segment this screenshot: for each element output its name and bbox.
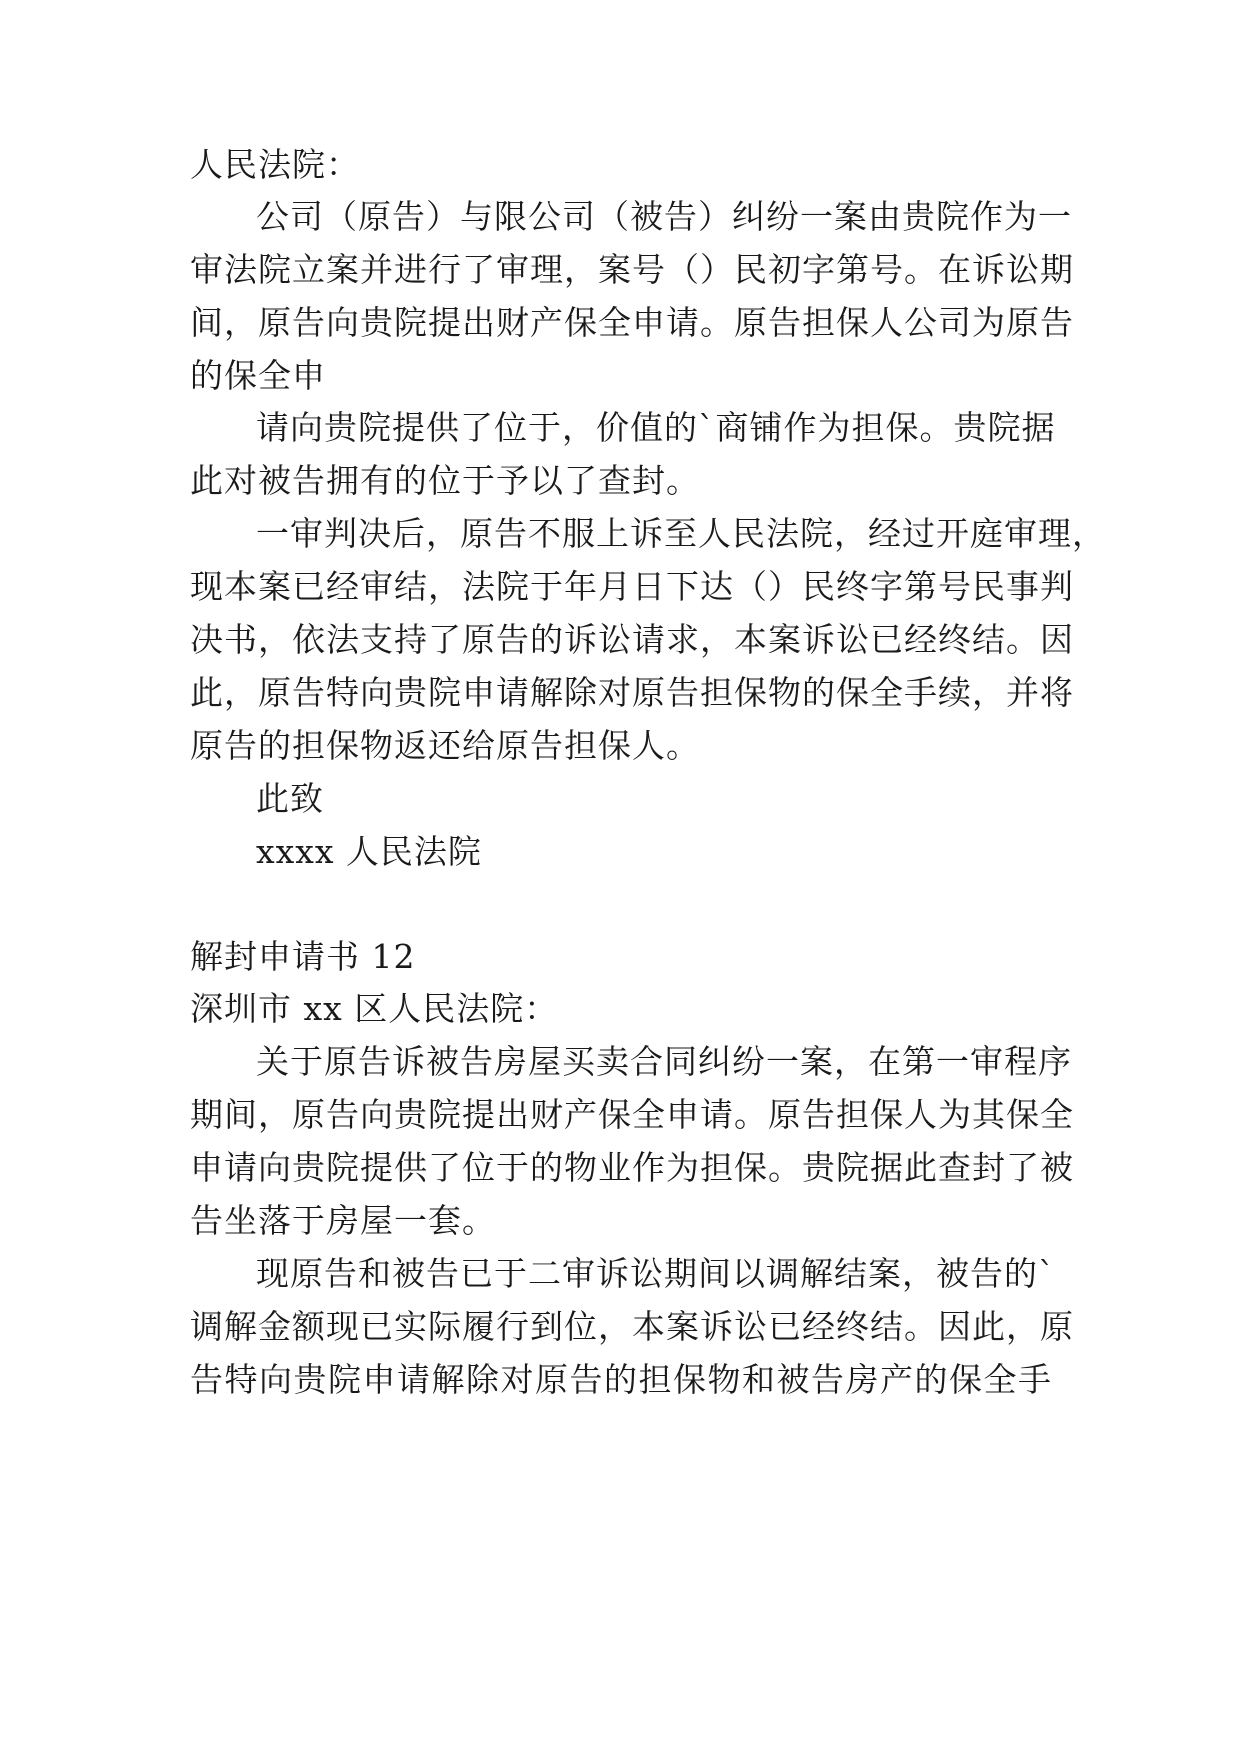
- letter1-p2-line2: 此对被告拥有的位于予以了查封。: [190, 461, 700, 500]
- letter1-p3-line4: 此，原告特向贵院申请解除对原告担保物的保全手续，并将: [190, 673, 1074, 712]
- letter1-p3-line3: 决书，依法支持了原告的诉讼请求，本案诉讼已经终结。因: [190, 620, 1074, 659]
- letter2-p2-line2: 调解金额现已实际履行到位，本案诉讼已经终结。因此，原: [190, 1307, 1074, 1346]
- letter1-court: xxxx 人民法院: [256, 832, 482, 871]
- letter2-p1-line4: 告坐落于房屋一套。: [190, 1201, 496, 1240]
- letter1-p3-line2: 现本案已经审结，法院于年月日下达（）民终字第号民事判: [190, 567, 1074, 606]
- letter1-p1-line1: 公司（原告）与限公司（被告）纠纷一案由贵院作为一: [256, 197, 1072, 236]
- letter2-title: 解封申请书 12: [190, 937, 416, 976]
- letter1-p1-line3: 间，原告向贵院提出财产保全申请。原告担保人公司为原告: [190, 303, 1074, 342]
- letter1-closing: 此致: [256, 779, 324, 818]
- letter2-p2-line1: 现原告和被告已于二审诉讼期间以调解结案，被告的`: [256, 1254, 1056, 1293]
- letter1-p2-line1: 请向贵院提供了位于，价值的`商铺作为担保。贵院据: [256, 408, 1056, 447]
- letter1-p3-line5: 原告的担保物返还给原告担保人。: [190, 726, 700, 765]
- letter1-p1-line2: 审法院立案并进行了审理，案号（）民初字第号。在诉讼期: [190, 250, 1074, 289]
- letter2-p1-line2: 期间，原告向贵院提出财产保全申请。原告担保人为其保全: [190, 1095, 1074, 1134]
- letter1-addressee: 人民法院：: [190, 145, 360, 184]
- letter1-p1-line4: 的保全申: [190, 356, 326, 395]
- letter2-p2-line3: 告特向贵院申请解除对原告的担保物和被告房产的保全手: [190, 1360, 1052, 1399]
- letter2-addressee: 深圳市 xx 区人民法院：: [190, 989, 559, 1028]
- letter2-p1-line1: 关于原告诉被告房屋买卖合同纠纷一案，在第一审程序: [256, 1042, 1072, 1081]
- letter1-p3-line1: 一审判决后，原告不服上诉至人民法院，经过开庭审理，: [256, 514, 1106, 553]
- letter2-p1-line3: 申请向贵院提供了位于的物业作为担保。贵院据此查封了被: [190, 1148, 1074, 1187]
